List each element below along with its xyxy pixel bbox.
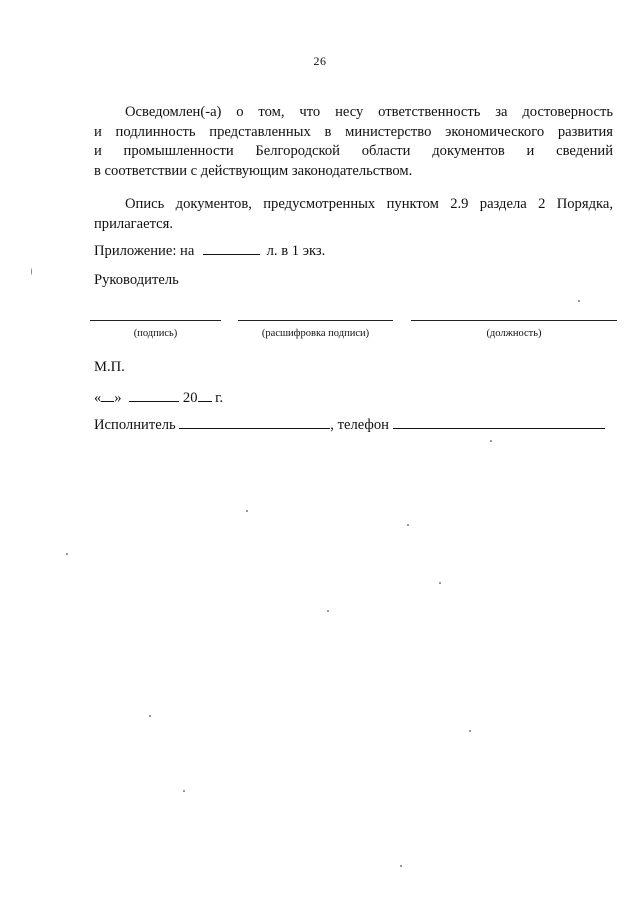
paragraph-line: и промышленности Белгородской области документов и сведений	[94, 143, 613, 159]
year-suffix: г.	[215, 390, 224, 406]
scan-speck	[469, 730, 471, 732]
date-open-quote: «	[94, 390, 102, 406]
scan-speck	[149, 715, 151, 717]
inventory-paragraph	[94, 195, 613, 234]
scan-speck	[327, 610, 329, 612]
paragraph-line: и подлинность представленных в министерство экономического развития	[94, 123, 613, 140]
attachment-prefix: Приложение: на	[94, 243, 195, 259]
scan-speck	[439, 582, 441, 584]
scan-speck	[66, 553, 68, 555]
head-label: Руководитель	[94, 272, 179, 288]
scan-speck	[407, 524, 409, 526]
year-prefix: 20	[182, 390, 198, 406]
paragraph-line: прилагается.	[94, 215, 174, 232]
scan-speck	[578, 300, 580, 302]
sheet-count-field[interactable]	[203, 241, 260, 255]
signature-decoding-caption: (расшифровка подписи)	[261, 328, 370, 339]
signature-field[interactable]	[90, 320, 221, 321]
scan-speck	[183, 790, 185, 792]
paragraph-line: в соответствии с действующим законодательством.	[94, 162, 413, 179]
date-close-quote: »	[114, 390, 122, 406]
attachment-suffix: л. в 1 экз.	[266, 243, 326, 259]
month-field[interactable]	[129, 388, 179, 402]
executor-label: Исполнитель	[94, 417, 176, 433]
executor-field[interactable]	[179, 415, 330, 429]
paragraph-line: Осведомлен(-а) о том, что несу ответственность за достоверность	[125, 104, 613, 120]
page-number: 26	[313, 54, 327, 68]
scan-speck	[490, 440, 492, 442]
scan-speck	[246, 510, 248, 512]
responsibility-paragraph	[94, 103, 613, 181]
paragraph-line: Опись документов, предусмотренных пунктом 2.9 раздела 2 Порядка,	[125, 196, 613, 212]
attachment-line	[94, 241, 325, 261]
phone-field[interactable]	[393, 415, 605, 429]
signature-decoding-field[interactable]	[238, 320, 393, 321]
day-field[interactable]	[101, 388, 114, 402]
stamp-label: М.П.	[94, 359, 125, 375]
position-caption: (должность)	[486, 328, 542, 339]
scan-speck	[31, 268, 32, 275]
position-field[interactable]	[411, 320, 617, 321]
executor-line	[94, 415, 605, 435]
date-line	[94, 388, 223, 408]
phone-label: , телефон	[330, 417, 389, 433]
year-field[interactable]	[198, 388, 212, 402]
scan-speck	[400, 865, 402, 867]
signature-caption: (подпись)	[133, 328, 178, 339]
